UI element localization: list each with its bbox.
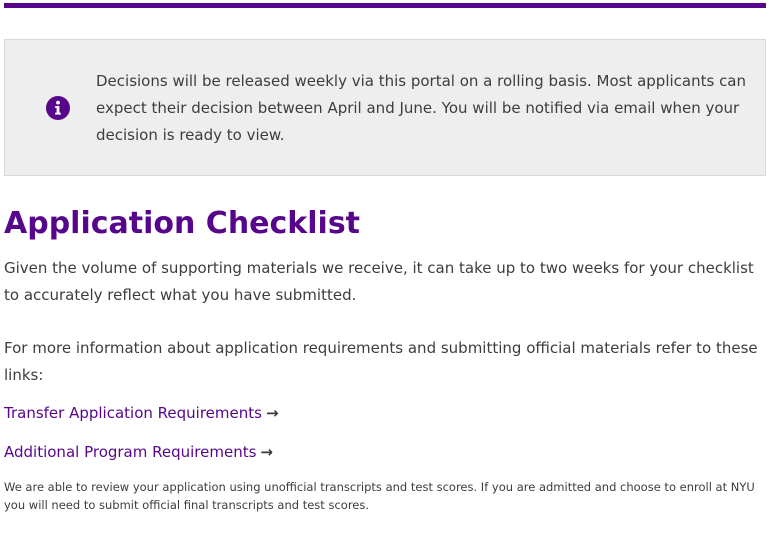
arrow-right-icon: → [265, 404, 279, 422]
program-requirements-link-label: Additional Program Requirements [4, 443, 257, 461]
official-materials-note: We are able to review your application using unofficial transcripts and test scores. If you are admitted and choose to enroll at NYU you will need to submit official final transcripts and test scores. [4, 480, 755, 512]
program-requirements-link[interactable] [4, 442, 273, 462]
page-title: Application Checklist [4, 206, 361, 241]
more-info-text: For more information about application requirements and submitting official materials refer to these links: [4, 339, 758, 384]
top-accent-bar [4, 3, 766, 8]
arrow-right-icon: → [260, 443, 273, 461]
decision-notice-banner [4, 39, 766, 176]
checklist-intro-text: Given the volume of supporting materials we receive, it can take up to two weeks for your checklist to accurately reflect what you have submitted. [4, 259, 754, 304]
transfer-requirements-link[interactable] [4, 403, 279, 423]
info-icon [46, 96, 70, 120]
transfer-requirements-link-label: Transfer Application Requirements [4, 404, 262, 422]
notice-text: Decisions will be released weekly via this portal on a rolling basis. Most applicants can expect their decision between April and June. You will be notified via email when your decision is ready to view. [96, 72, 747, 144]
